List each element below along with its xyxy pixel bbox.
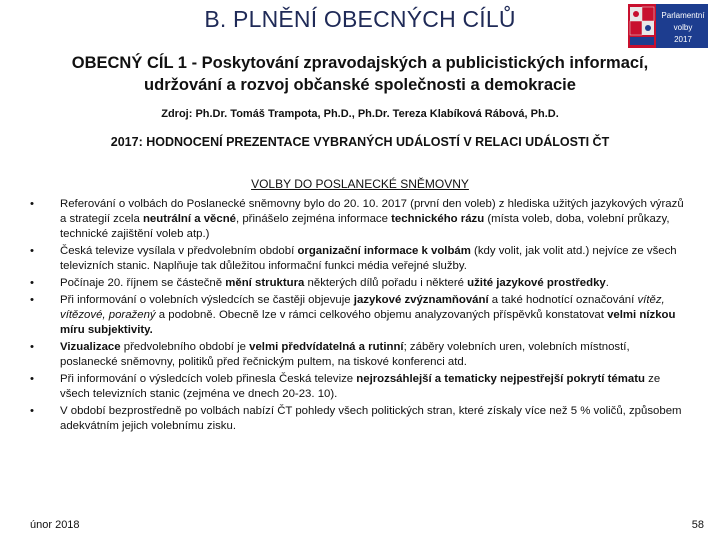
bullet-text: Počínaje 20. říjnem se částečně <box>60 277 226 289</box>
bullet-text: (místa voleb, doba, volební průkazy, technické zajištění voleb atp.) <box>60 213 670 240</box>
bullet-text: . <box>605 277 609 289</box>
bullet-emphasis: jazykové zvýznamňování <box>353 294 489 306</box>
bullet-icon: • <box>30 198 34 210</box>
bullet-item <box>30 293 690 338</box>
bullet-text: Česká televize vysílala v předvolebním období <box>60 245 298 257</box>
source-note: Zdroj: Ph.Dr. Tomáš Trampota, Ph.D., Ph.Dr. Tereza Klabíková Rábová, Ph.D. <box>161 108 559 120</box>
bullet-list <box>30 197 690 436</box>
bullet-text: Při informování o výsledcích voleb přinesla Česká televize <box>60 373 357 385</box>
bullet-italic: vítěz, vítězové, poražený <box>60 294 665 321</box>
logo-text-line3: 2017 <box>674 35 692 44</box>
bullet-emphasis: technického rázu <box>391 213 485 225</box>
bullet-text: V období bezprostředně po volbách nabízí ČT pohledy všech politických stran, které získaly více než 5 % voličů, způsobem adekvátním jejich volebnímu zisku. <box>60 405 682 432</box>
bullet-text: , přinášelo zejména informace <box>236 213 392 225</box>
bullet-text: ze všech televizních stanic (zejména ve dnech 20-23. 10). <box>60 373 661 400</box>
subheading <box>0 177 720 191</box>
bullet-icon: • <box>30 373 34 385</box>
footer-date: únor 2018 <box>30 519 80 531</box>
page-number: 58 <box>691 519 704 531</box>
bullet-emphasis: organizační informace k volbám <box>297 245 471 257</box>
logo-text-line1: Parlamentní <box>661 11 705 20</box>
elections-logo-graphic <box>628 4 708 48</box>
bullet-icon: • <box>30 245 34 257</box>
bullet-emphasis: neutrální a věcné <box>142 213 237 225</box>
elections-logo <box>628 4 708 48</box>
general-goal-line1: OBECNÝ CÍL 1 - Poskytování zpravodajských a publicistických informací, <box>71 54 649 72</box>
bullet-emphasis: Vizualizace <box>60 341 121 353</box>
bullet-icon: • <box>30 294 34 306</box>
general-goal-heading <box>20 52 700 96</box>
bullet-emphasis: užité jazykové prostředky <box>467 277 606 289</box>
bullet-text: Referování o volbách do Poslanecké sněmovny bylo do 20. 10. 2017 (první den voleb) z hlediska užitých jazykových výrazů a strategií zcela <box>60 198 684 225</box>
logo-text-line2: volby <box>673 23 693 32</box>
bullet-text: (kdy volit, jak volit atd.) nejvíce ze všech televizních stanic. Naplňuje tak důležitou informační funkci média veřejné služby. <box>60 245 677 272</box>
bullet-emphasis: mění struktura <box>225 277 305 289</box>
evaluation-heading: 2017: HODNOCENÍ PREZENTACE VYBRANÝCH UDÁLOSTÍ V RELACI UDÁLOSTI ČT <box>110 135 610 149</box>
general-goal-line2: udržování a rozvoj občanské společnosti a demokracie <box>144 76 576 94</box>
bullet-text: Při informování o volebních výsledcích se častěji objevuje <box>60 294 354 306</box>
bullet-icon: • <box>30 341 34 353</box>
bullet-item <box>30 372 690 402</box>
bullet-item <box>30 197 690 242</box>
slide-title: B. PLNĚNÍ OBECNÝCH CÍLŮ <box>204 6 516 32</box>
bullet-item <box>30 276 690 291</box>
subheading-text: VOLBY DO POSLANECKÉ SNĚMOVNY <box>251 177 469 191</box>
bullet-item <box>30 404 690 434</box>
bullet-text: ; záběry volebních uren, volebních místností, poslanecké sněmovny, politiků před řečnickým pultem, na tiskové konferenci atd. <box>60 341 630 368</box>
bullet-emphasis: velmi předvídatelná a rutinní <box>249 341 404 353</box>
bullet-item <box>30 244 690 274</box>
bullet-icon: • <box>30 277 34 289</box>
bullet-emphasis: nejrozsáhlejší a tematicky nejpestřejší pokrytí tématu <box>356 373 645 385</box>
bullet-item <box>30 340 690 370</box>
bullet-icon: • <box>30 405 34 417</box>
bullet-text: a také hodnotící označování <box>488 294 638 306</box>
bullet-text: předvolebního období je <box>120 341 250 353</box>
bullet-emphasis: velmi nízkou míru subjektivity. <box>60 309 676 336</box>
bullet-text: některých dílů pořadu i některé <box>304 277 468 289</box>
bullet-text: a podobně. Obecně lze v rámci celkového objemu analyzovaných příspěvků konstatovat <box>155 309 608 321</box>
